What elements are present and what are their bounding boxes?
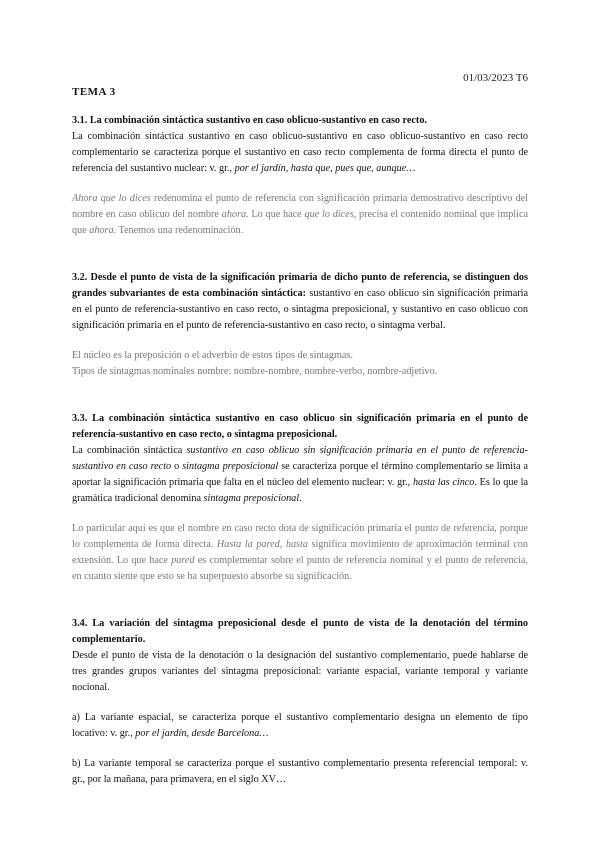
section-3-4-item-b: b) La variante temporal se caracteriza porque el sustantivo complementario presenta referencial temporal: v. gr., por la mañana, para primavera, en el siglo XV…: [72, 758, 528, 785]
date-label: 01/03/2023 T6: [463, 72, 528, 84]
section-3-1-body: La combinación sintáctica sustantivo en caso oblicuo-sustantivo en caso oblicuo-sustantivo en caso recto complementario se caracteriza porque el sustantivo en caso recto complementa de forma directa el punto de referencia del sustantivo nuclear: v. gr., por el jardín, hasta que, pues que, aunque…: [72, 131, 528, 174]
section-3-3-body: La combinación sintáctica sustantivo en caso oblicuo sin significación primaria en el punto de referencia-sustantivo en caso recto o sintagma preposicional se caracteriza porque el término complementario se limita a aportar la significación primaria que falta en el núcleo del elemento nuclear: v. gr., hasta las cinco. Es lo que la gramática tradicional denomina sintagma preposicional.: [72, 445, 529, 504]
section-3-2-heading: 3.2. Desde el punto de vista de la significación primaria de dicho punto de referencia, se distinguen dos grandes subvariantes de esta combinación sintáctica:: [72, 272, 528, 299]
section-3-4-item-a: a) La variante espacial, se caracteriza porque el sustantivo complementario designa un elemento de tipo locativo: v. gr., por el jardín, desde Barcelona…: [72, 712, 528, 739]
section-3-2-note-1: El núcleo es la preposición o el adverbio de estos tipos de sintagmas.: [72, 350, 353, 361]
page-title: TEMA 3: [72, 86, 116, 98]
section-3-4-body: Desde el punto de vista de la denotación o la designación del sustantivo complementario, puede hablarse de tres grandes grupos variantes del sintagma preposicional: variante espacial, variante temporal y variante nocional.: [72, 650, 528, 693]
section-3-3-heading: 3.3. La combinación sintáctica sustantivo en caso oblicuo sin significación primaria en el punto de referencia-sustantivo en caso recto, o sintagma preposicional.: [72, 413, 528, 440]
section-3-1-heading: 3.1. La combinación sintáctica sustantivo en caso oblicuo-sustantivo en caso recto.: [72, 115, 427, 126]
section-3-2-body: 3.2. Desde el punto de vista de la significación primaria de dicho punto de referencia, se distinguen dos grandes subvariantes de esta combinación sintáctica: sustantivo en caso oblicuo sin significación primaria en el punto de referencia-sustantivo en caso recto, o sintagma preposicional, y sustantivo en caso oblicuo con significación primaria en el punto de referencia-sustantivo en caso recto, o sintagma verbal.: [72, 272, 528, 331]
examples: por el jardín, hasta que, pues que, aunque…: [234, 163, 416, 174]
section-3-1-note: Ahora que lo dices redenomina el punto de referencia con significación primaria demostrativo descriptivo del nombre en caso oblicuo del nombre ahora. Lo que hace que lo dices, precisa el contenido nominal que implica que ahora. Tenemos una redenominación.: [72, 193, 528, 236]
section-3-2-note-2: Tipos de sintagmas nominales nombre: nombre-nombre, nombre-verbo, nombre-adjetivo.: [72, 366, 438, 377]
section-3-4-heading: 3.4. La variación del sintagma preposicional desde el punto de vista de la denotación del término complementario.: [72, 618, 528, 645]
section-3-3-note: Lo particular aquí es que el nombre en caso recto dota de significación primaria el punto de referencia, porque lo complementa de forma directa. Hasta la pared, hasta significa movimiento de aproximación terminal con extensión. Lo que hace pared es complementar sobre el punto de referencia nominal y el punto de referencia, en cuanto siente que esto se ha superpuesto absorbe su significación.: [72, 523, 528, 582]
document-content: [72, 113, 528, 788]
